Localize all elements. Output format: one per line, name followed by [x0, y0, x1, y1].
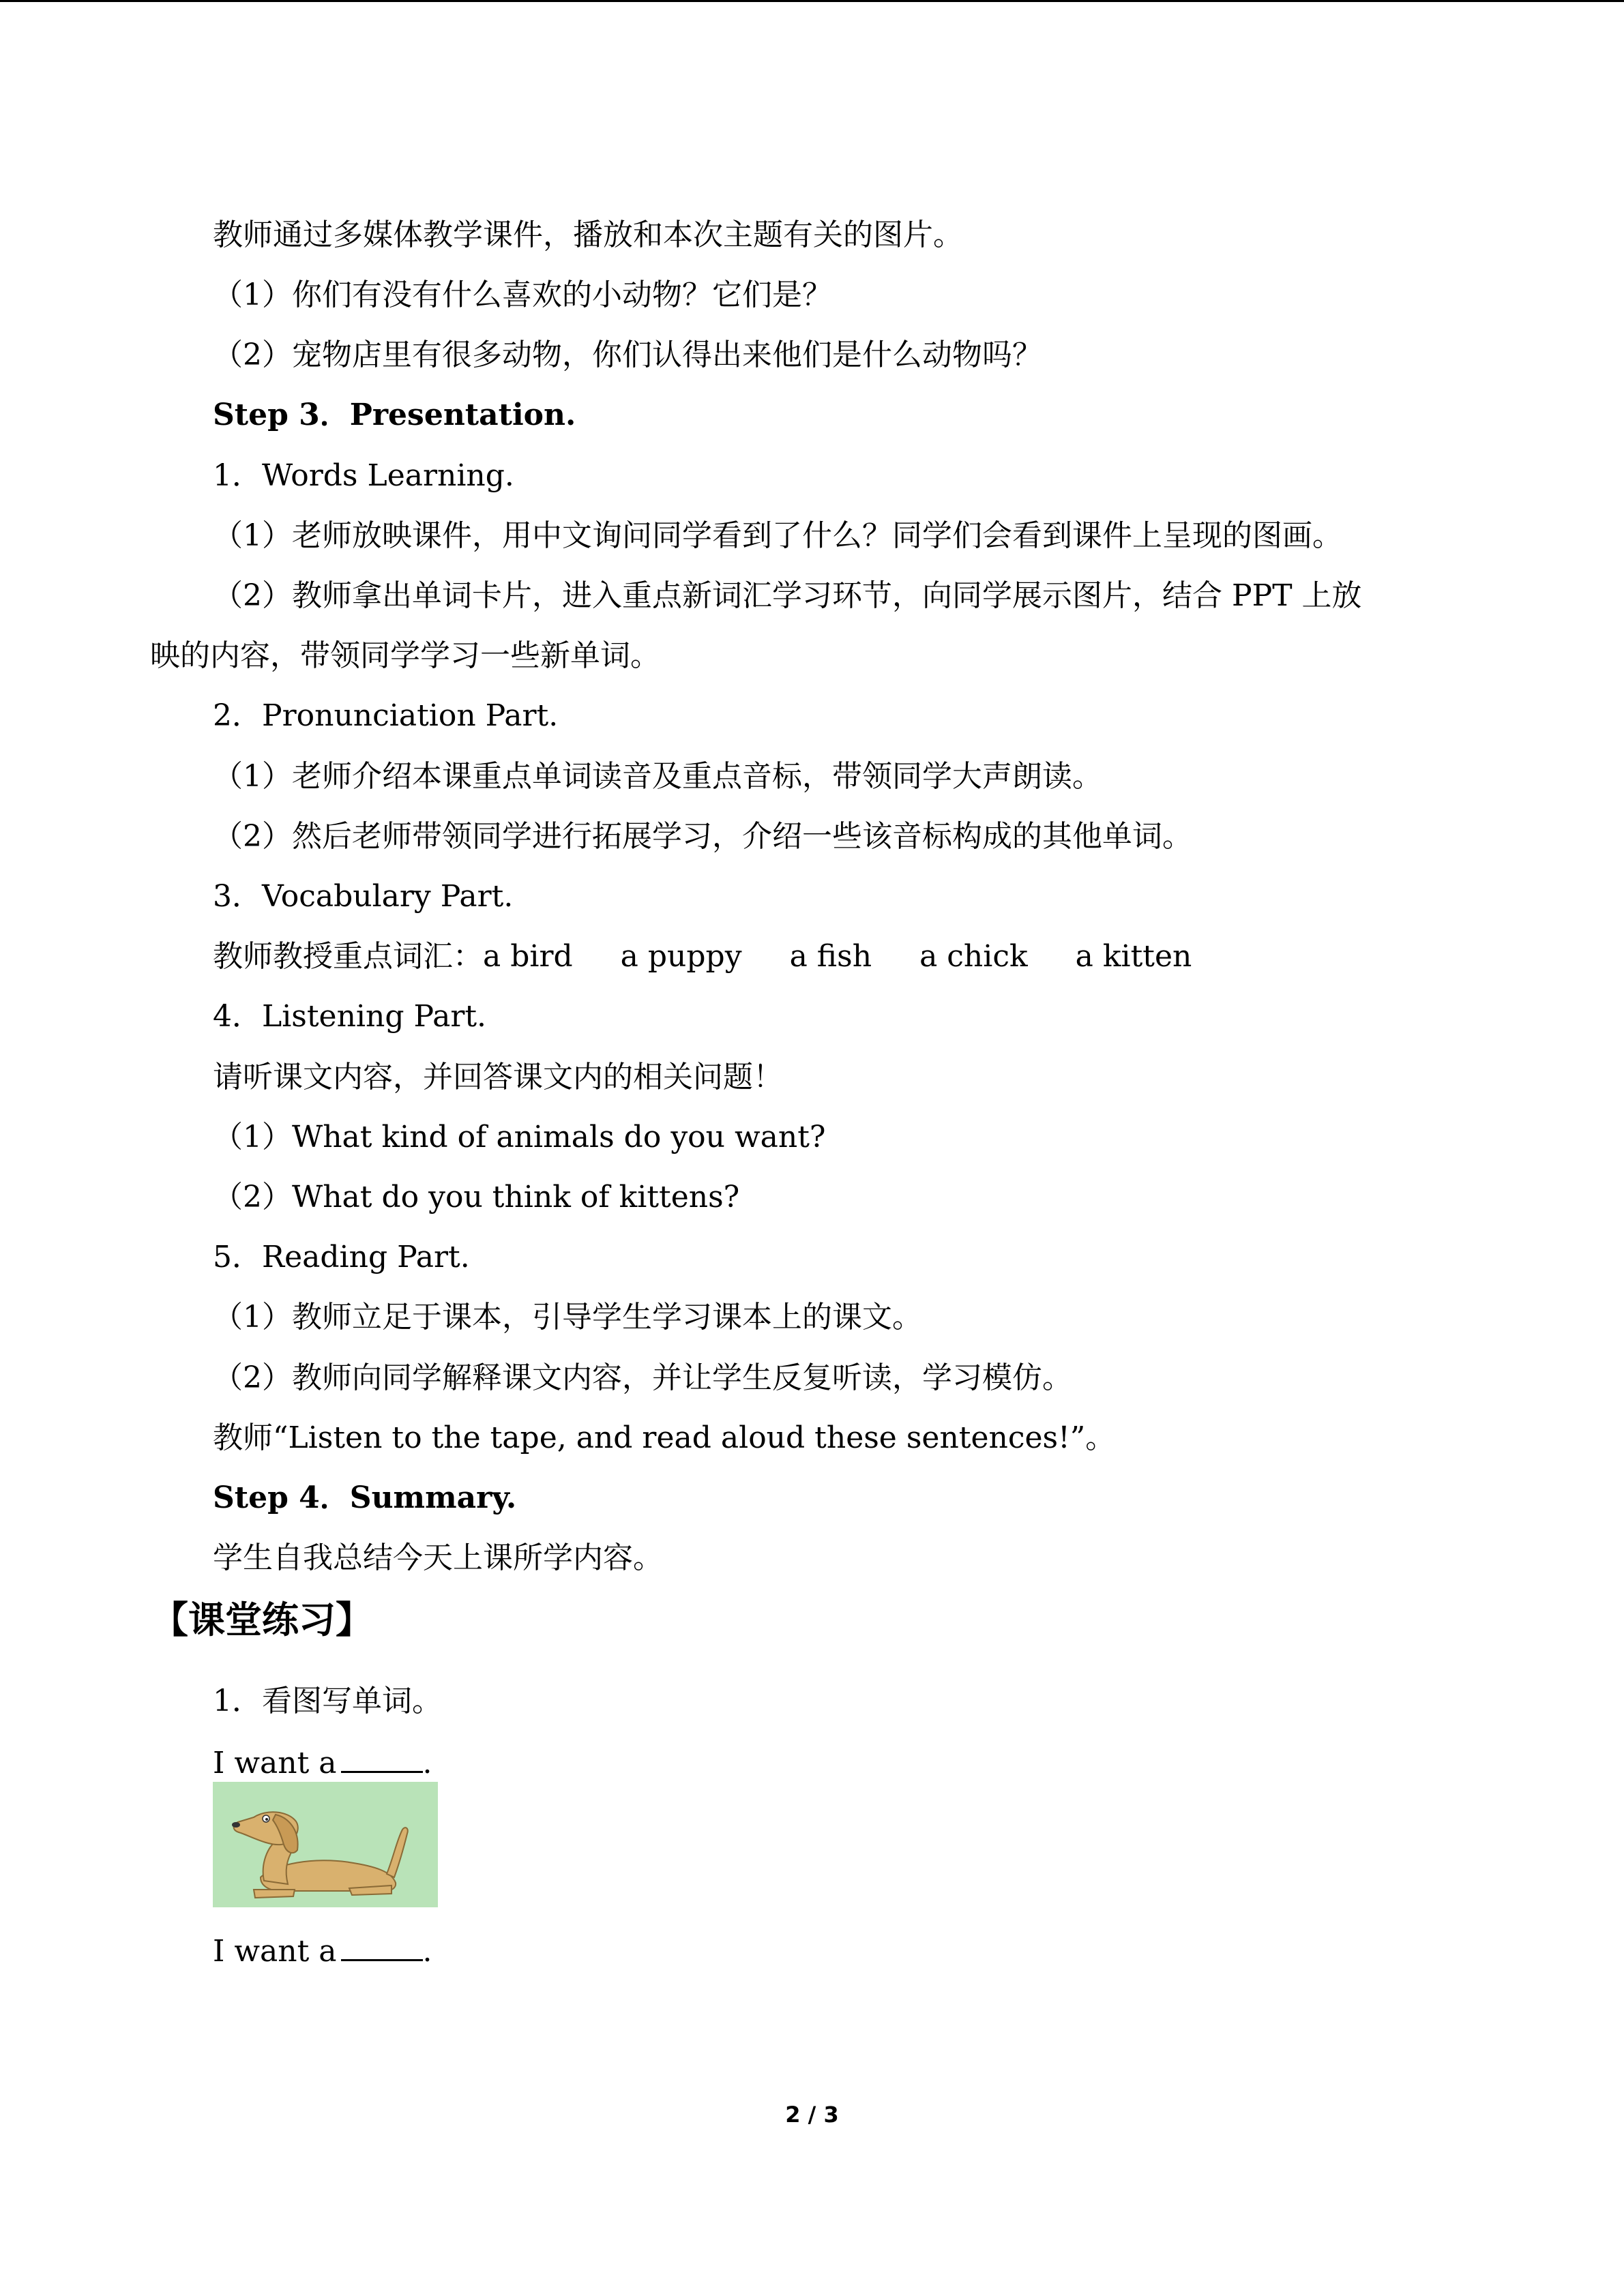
paragraph-line: 教师通过多媒体教学课件，播放和本次主题有关的图片。 — [213, 218, 963, 252]
paragraph-line: 请听课文内容，并回答课文内的相关问题！ — [213, 1060, 783, 1094]
answer-blank — [341, 1933, 423, 1961]
vocab-word: a chick — [919, 939, 1028, 974]
paragraph-line: （1）老师介绍本课重点单词读音及重点音标，带领同学大声朗读。 — [213, 759, 1102, 794]
paragraph-line: （2）教师向同学解释课文内容，并让学生反复听读，学习模仿。 — [213, 1360, 1072, 1395]
subsection-heading: 1．Words Learning. — [213, 458, 514, 493]
exercise-section-title: 【课堂练习】 — [151, 1598, 372, 1641]
paragraph-line: （1）你们有没有什么喜欢的小动物？它们是？ — [213, 278, 832, 312]
subsection-heading: 4．Listening Part. — [213, 999, 487, 1034]
vocab-word: a kitten — [1075, 939, 1192, 974]
top-border — [0, 0, 1624, 2]
dog-illustration — [213, 1782, 438, 1907]
subsection-heading: 2．Pronunciation Part. — [213, 698, 559, 733]
dog-picture — [213, 1782, 438, 1907]
paragraph-line: （2）然后老师带领同学进行拓展学习，介绍一些该音标构成的其他单词。 — [213, 819, 1192, 854]
subsection-heading: 5．Reading Part. — [213, 1240, 470, 1274]
exercise-instruction: 1．看图写单词。 — [213, 1684, 442, 1718]
paragraph-line: （2）宠物店里有很多动物，你们认得出来他们是什么动物吗？ — [213, 338, 1042, 372]
fill-in-prompt: I want a — [213, 1746, 337, 1780]
paragraph-line: （1）教师立足于课本，引导学生学习课本上的课文。 — [213, 1300, 922, 1335]
paragraph-line: 学生自我总结今天上课所学内容。 — [213, 1540, 663, 1575]
fill-in-period: . — [422, 1746, 432, 1780]
paragraph-line: 教师“Listen to the tape, and read aloud these sentences!”。 — [213, 1420, 1116, 1455]
step-heading: Step 3．Presentation. — [213, 398, 576, 432]
vocabulary-intro: 教师教授重点词汇： — [213, 939, 483, 974]
paragraph-line: 映的内容，带领同学学习一些新单词。 — [150, 638, 660, 673]
subsection-heading: 3．Vocabulary Part. — [213, 879, 514, 914]
vocabulary-line — [213, 936, 1192, 977]
paragraph-line: （2）教师拿出单词卡片，进入重点新词汇学习环节，向同学展示图片，结合 PPT 上放 — [213, 578, 1362, 613]
step-heading: Step 4．Summary. — [213, 1480, 517, 1515]
vocab-word: a bird — [483, 939, 573, 974]
page-number: 2 / 3 — [785, 2102, 839, 2128]
answer-blank — [341, 1745, 423, 1773]
paragraph-line: （1）老师放映课件，用中文询问同学看到了什么？同学们会看到课件上呈现的图画。 — [213, 518, 1342, 553]
fill-in-period: . — [422, 1934, 432, 1969]
vocab-word: a fish — [789, 939, 872, 974]
fill-in-prompt: I want a — [213, 1934, 337, 1969]
vocab-word: a puppy — [620, 939, 742, 974]
fill-in-line-2 — [213, 1931, 432, 1972]
fill-in-line-1 — [213, 1743, 432, 1784]
question-line: （1）What kind of animals do you want? — [213, 1120, 826, 1154]
question-line: （2）What do you think of kittens? — [213, 1180, 740, 1214]
